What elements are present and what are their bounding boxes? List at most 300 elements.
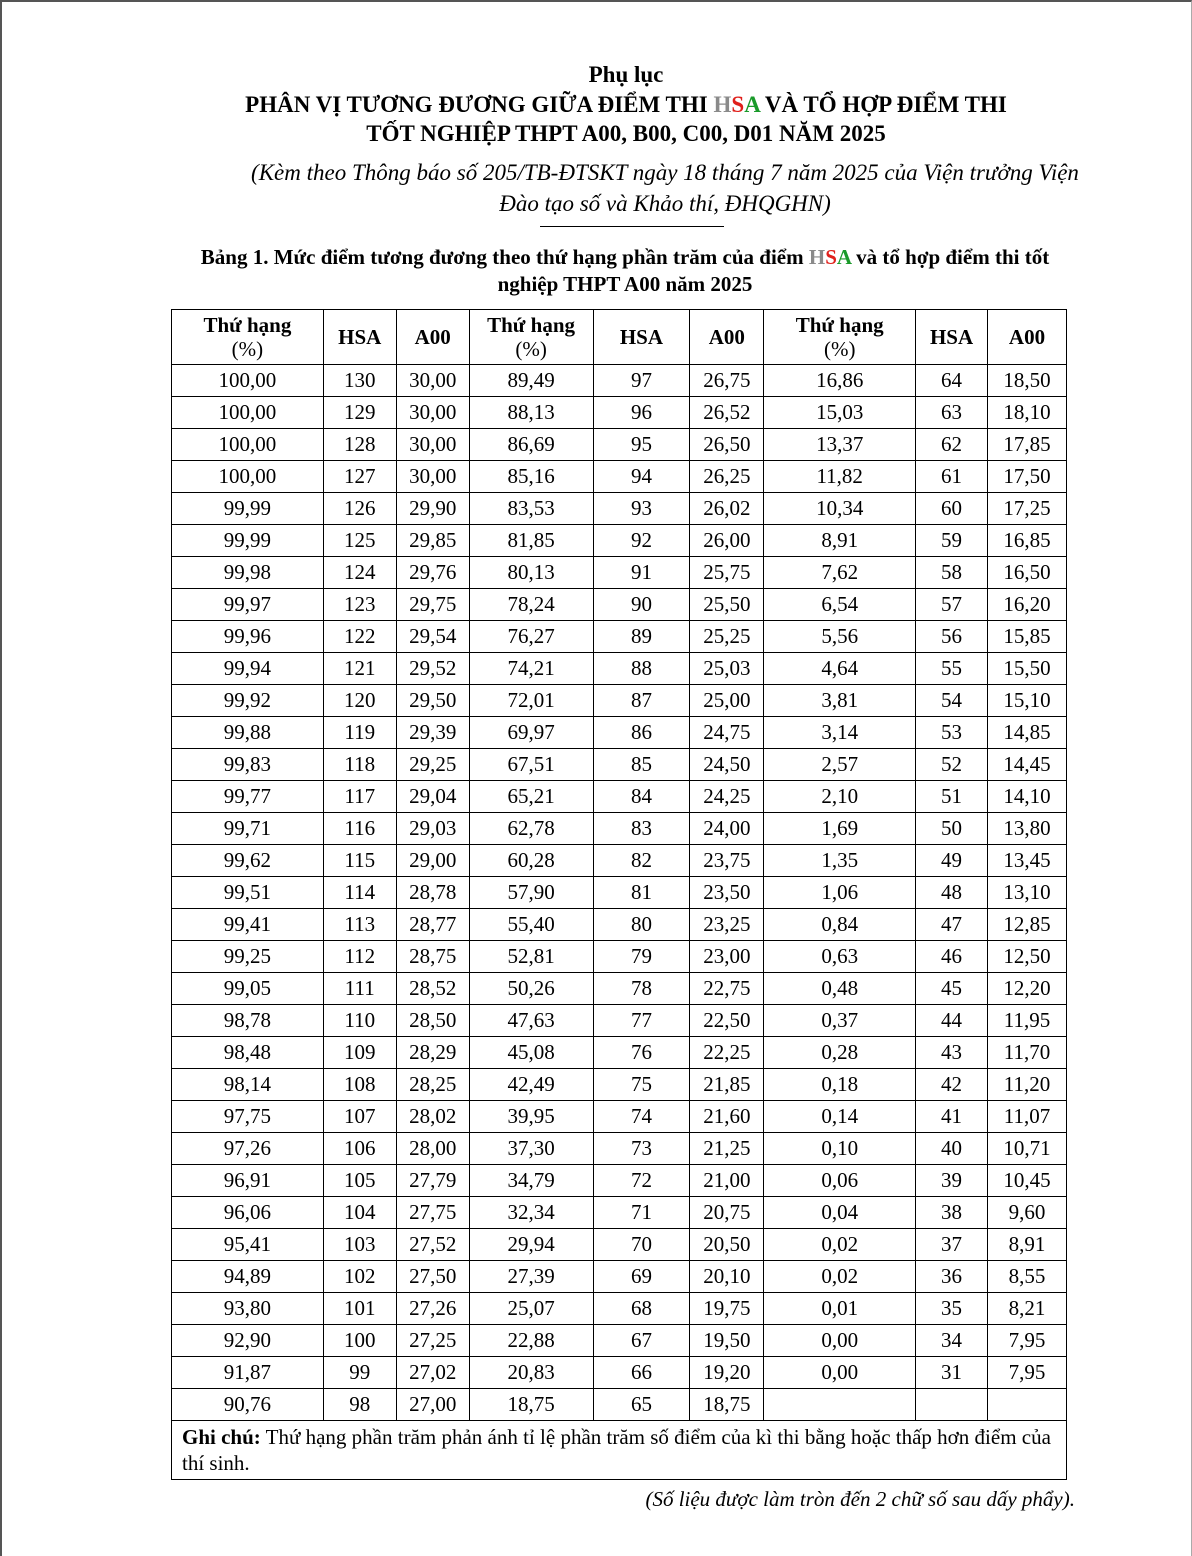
header-hsa-1: HSA — [323, 310, 396, 365]
table-cell: 86,69 — [469, 429, 593, 461]
table-row — [172, 1069, 1067, 1101]
table-cell: 69 — [593, 1261, 690, 1293]
table-cell: 74,21 — [469, 653, 593, 685]
table-cell: 0,01 — [764, 1293, 916, 1325]
table-cell: 4,64 — [764, 653, 916, 685]
table-cell: 99,99 — [172, 493, 324, 525]
table-cell: 100,00 — [172, 461, 324, 493]
table-cell: 55 — [916, 653, 988, 685]
table-cell: 106 — [323, 1133, 396, 1165]
note-text: Thứ hạng phần trăm phản ánh tỉ lệ phần trăm số điểm của kì thi bằng hoặc thấp hơn điểm của thí sinh. — [182, 1425, 1051, 1475]
table-cell: 93,80 — [172, 1293, 324, 1325]
table-cell: 97,75 — [172, 1101, 324, 1133]
table-cell: 2,57 — [764, 749, 916, 781]
table-cell: 105 — [323, 1165, 396, 1197]
table-cell: 26,02 — [690, 493, 764, 525]
table-cell: 130 — [323, 365, 396, 397]
table-cell: 34,79 — [469, 1165, 593, 1197]
table-cell: 37 — [916, 1229, 988, 1261]
table-cell: 98,14 — [172, 1069, 324, 1101]
table-cell: 22,88 — [469, 1325, 593, 1357]
table-cell: 81,85 — [469, 525, 593, 557]
table-cell: 97,26 — [172, 1133, 324, 1165]
table-cell: 103 — [323, 1229, 396, 1261]
table-cell: 47 — [916, 909, 988, 941]
table-cell: 93 — [593, 493, 690, 525]
table-cell: 119 — [323, 717, 396, 749]
table-cell: 99,41 — [172, 909, 324, 941]
table-cell: 89,49 — [469, 365, 593, 397]
table-cell: 65,21 — [469, 781, 593, 813]
table-cell: 16,50 — [988, 557, 1067, 589]
table-cell: 25,75 — [690, 557, 764, 589]
table-cell: 5,56 — [764, 621, 916, 653]
table-cell: 76 — [593, 1037, 690, 1069]
table-cell: 29,76 — [396, 557, 469, 589]
table-cell: 10,71 — [988, 1133, 1067, 1165]
table-cell: 112 — [323, 941, 396, 973]
table-cell: 70 — [593, 1229, 690, 1261]
table-cell: 2,10 — [764, 781, 916, 813]
table-cell: 30,00 — [396, 365, 469, 397]
main-title-line2: TỐT NGHIỆP THPT A00, B00, C00, D01 NĂM 2025 — [366, 121, 886, 146]
table-cell: 128 — [323, 429, 396, 461]
table-cell: 20,10 — [690, 1261, 764, 1293]
table-cell: 47,63 — [469, 1005, 593, 1037]
table-cell: 99,96 — [172, 621, 324, 653]
table-cell: 126 — [323, 493, 396, 525]
table-cell: 121 — [323, 653, 396, 685]
table-row — [172, 749, 1067, 781]
table-cell: 7,95 — [988, 1357, 1067, 1389]
table-cell: 15,85 — [988, 621, 1067, 653]
table-hsa-letter-s: S — [825, 245, 837, 269]
table-cell: 97 — [593, 365, 690, 397]
table-cell: 0,02 — [764, 1229, 916, 1261]
main-title — [30, 90, 1192, 148]
table-cell: 55,40 — [469, 909, 593, 941]
table-cell: 51 — [916, 781, 988, 813]
table-cell: 21,85 — [690, 1069, 764, 1101]
table-cell: 27,25 — [396, 1325, 469, 1357]
table-cell: 120 — [323, 685, 396, 717]
table-cell: 0,00 — [764, 1357, 916, 1389]
table-cell: 102 — [323, 1261, 396, 1293]
table-cell: 20,50 — [690, 1229, 764, 1261]
table-cell: 80 — [593, 909, 690, 941]
table-cell: 99,05 — [172, 973, 324, 1005]
note-row — [172, 1421, 1067, 1480]
table-cell: 16,86 — [764, 365, 916, 397]
table-cell: 0,10 — [764, 1133, 916, 1165]
table-cell: 37,30 — [469, 1133, 593, 1165]
table-cell: 45,08 — [469, 1037, 593, 1069]
table-cell: 110 — [323, 1005, 396, 1037]
table-row — [172, 365, 1067, 397]
table-cell: 6,54 — [764, 589, 916, 621]
table-cell — [916, 1389, 988, 1421]
table-cell: 21,25 — [690, 1133, 764, 1165]
table-cell: 60,28 — [469, 845, 593, 877]
table-cell: 49 — [916, 845, 988, 877]
table-cell: 20,83 — [469, 1357, 593, 1389]
table-cell: 56 — [916, 621, 988, 653]
header-hsa-3: HSA — [916, 310, 988, 365]
table-row — [172, 1165, 1067, 1197]
main-title-part1: PHÂN VỊ TƯƠNG ĐƯƠNG GIỮA ĐIỂM THI — [245, 92, 714, 117]
table-cell: 63 — [916, 397, 988, 429]
table-row — [172, 1261, 1067, 1293]
table-cell: 99,51 — [172, 877, 324, 909]
table-cell: 74 — [593, 1101, 690, 1133]
table-cell: 113 — [323, 909, 396, 941]
table-row — [172, 1389, 1067, 1421]
main-title-part2: VÀ TỔ HỢP ĐIỂM THI — [759, 92, 1007, 117]
table-cell: 13,45 — [988, 845, 1067, 877]
table-cell: 46 — [916, 941, 988, 973]
table-cell: 11,07 — [988, 1101, 1067, 1133]
table-cell: 40 — [916, 1133, 988, 1165]
table-cell: 78 — [593, 973, 690, 1005]
table-cell: 95 — [593, 429, 690, 461]
table-cell: 28,29 — [396, 1037, 469, 1069]
table-cell: 1,35 — [764, 845, 916, 877]
table-cell — [764, 1389, 916, 1421]
table-cell: 0,28 — [764, 1037, 916, 1069]
table-cell: 28,02 — [396, 1101, 469, 1133]
table-cell: 124 — [323, 557, 396, 589]
table-cell: 14,85 — [988, 717, 1067, 749]
table-row — [172, 621, 1067, 653]
table-cell: 69,97 — [469, 717, 593, 749]
table-cell: 90,76 — [172, 1389, 324, 1421]
table-cell: 34 — [916, 1325, 988, 1357]
table-cell: 26,50 — [690, 429, 764, 461]
table-cell: 27,50 — [396, 1261, 469, 1293]
table-cell: 72,01 — [469, 685, 593, 717]
table-cell: 23,25 — [690, 909, 764, 941]
table-cell: 27,75 — [396, 1197, 469, 1229]
table-cell: 15,50 — [988, 653, 1067, 685]
table-title-part1: Bảng 1. Mức điểm tương đương theo thứ hạng phần trăm của điểm — [200, 245, 809, 269]
table-cell: 26,25 — [690, 461, 764, 493]
table-cell: 82 — [593, 845, 690, 877]
table-cell: 24,25 — [690, 781, 764, 813]
table-cell: 68 — [593, 1293, 690, 1325]
header-rank-2: Thứ hạng (%) — [469, 310, 593, 365]
table-cell: 116 — [323, 813, 396, 845]
header-a00-2: A00 — [690, 310, 764, 365]
table-cell: 9,60 — [988, 1197, 1067, 1229]
table-cell: 90 — [593, 589, 690, 621]
table-cell: 20,75 — [690, 1197, 764, 1229]
table-cell: 29,52 — [396, 653, 469, 685]
table-row — [172, 397, 1067, 429]
table-cell: 108 — [323, 1069, 396, 1101]
table-row — [172, 429, 1067, 461]
table-cell: 95,41 — [172, 1229, 324, 1261]
hsa-letter-s: S — [731, 92, 745, 117]
table-cell: 92,90 — [172, 1325, 324, 1357]
table-cell: 14,10 — [988, 781, 1067, 813]
table-cell: 65 — [593, 1389, 690, 1421]
table-row — [172, 781, 1067, 813]
table-cell: 27,52 — [396, 1229, 469, 1261]
note-cell — [172, 1421, 1067, 1480]
table-cell: 28,52 — [396, 973, 469, 1005]
table-cell: 96,06 — [172, 1197, 324, 1229]
table-cell: 48 — [916, 877, 988, 909]
table-row — [172, 1005, 1067, 1037]
table-cell: 98 — [323, 1389, 396, 1421]
table-cell: 29,94 — [469, 1229, 593, 1261]
table-cell: 27,02 — [396, 1357, 469, 1389]
table-row — [172, 493, 1067, 525]
table-cell: 60 — [916, 493, 988, 525]
table-cell: 61 — [916, 461, 988, 493]
table-cell: 8,91 — [988, 1229, 1067, 1261]
table-cell: 25,25 — [690, 621, 764, 653]
table-cell: 8,91 — [764, 525, 916, 557]
table-cell: 23,50 — [690, 877, 764, 909]
table-cell: 109 — [323, 1037, 396, 1069]
table-cell: 12,50 — [988, 941, 1067, 973]
table-cell: 91,87 — [172, 1357, 324, 1389]
table-row — [172, 717, 1067, 749]
table-cell: 10,34 — [764, 493, 916, 525]
table-cell: 24,50 — [690, 749, 764, 781]
table-cell: 104 — [323, 1197, 396, 1229]
table-cell: 0,00 — [764, 1325, 916, 1357]
table-cell: 91 — [593, 557, 690, 589]
table-cell: 81 — [593, 877, 690, 909]
table-row — [172, 877, 1067, 909]
table-cell: 39,95 — [469, 1101, 593, 1133]
table-row — [172, 1325, 1067, 1357]
table-cell: 96,91 — [172, 1165, 324, 1197]
table-cell: 30,00 — [396, 429, 469, 461]
table-row — [172, 1229, 1067, 1261]
table-cell: 36 — [916, 1261, 988, 1293]
table-body — [172, 365, 1067, 1421]
table-cell: 0,02 — [764, 1261, 916, 1293]
table-row — [172, 525, 1067, 557]
table-cell: 0,18 — [764, 1069, 916, 1101]
table-cell: 80,13 — [469, 557, 593, 589]
table-cell: 77 — [593, 1005, 690, 1037]
table-cell: 99,83 — [172, 749, 324, 781]
table-cell: 8,21 — [988, 1293, 1067, 1325]
header-rank-1: Thứ hạng (%) — [172, 310, 324, 365]
table-cell: 35 — [916, 1293, 988, 1325]
table-cell: 29,03 — [396, 813, 469, 845]
header-a00-3: A00 — [988, 310, 1067, 365]
table-title-part2: và tổ hợp điểm thi tốt nghiệp THPT A00 năm 2025 — [497, 245, 1050, 296]
table-cell: 29,04 — [396, 781, 469, 813]
table-cell: 99,92 — [172, 685, 324, 717]
table-cell: 29,85 — [396, 525, 469, 557]
table-cell: 73 — [593, 1133, 690, 1165]
table-cell: 94,89 — [172, 1261, 324, 1293]
table-cell: 19,75 — [690, 1293, 764, 1325]
table-cell: 53 — [916, 717, 988, 749]
table-cell: 92 — [593, 525, 690, 557]
table-cell: 118 — [323, 749, 396, 781]
table-cell — [988, 1389, 1067, 1421]
table-cell: 11,82 — [764, 461, 916, 493]
table-row — [172, 461, 1067, 493]
table-cell: 32,34 — [469, 1197, 593, 1229]
table-cell: 11,95 — [988, 1005, 1067, 1037]
table-cell: 57,90 — [469, 877, 593, 909]
table-cell: 27,39 — [469, 1261, 593, 1293]
table-cell: 98,48 — [172, 1037, 324, 1069]
table-cell: 129 — [323, 397, 396, 429]
table-cell: 44 — [916, 1005, 988, 1037]
equivalence-table — [171, 309, 1067, 1480]
table-cell: 28,75 — [396, 941, 469, 973]
table-cell: 18,10 — [988, 397, 1067, 429]
table-cell: 38 — [916, 1197, 988, 1229]
table-cell: 0,14 — [764, 1101, 916, 1133]
table-cell: 30,00 — [396, 397, 469, 429]
table-cell: 99,97 — [172, 589, 324, 621]
table-cell: 28,00 — [396, 1133, 469, 1165]
table-cell: 43 — [916, 1037, 988, 1069]
table-cell: 111 — [323, 973, 396, 1005]
table-row — [172, 845, 1067, 877]
divider — [540, 226, 724, 227]
table-title — [170, 244, 1080, 298]
table-cell: 24,75 — [690, 717, 764, 749]
table-cell: 22,75 — [690, 973, 764, 1005]
table-cell: 99,71 — [172, 813, 324, 845]
table-cell: 64 — [916, 365, 988, 397]
table-cell: 67,51 — [469, 749, 593, 781]
table-cell: 57 — [916, 589, 988, 621]
table-cell: 29,90 — [396, 493, 469, 525]
appendix-title: Phụ lục — [588, 62, 664, 87]
table-cell: 0,04 — [764, 1197, 916, 1229]
table-cell: 50 — [916, 813, 988, 845]
table-cell: 17,50 — [988, 461, 1067, 493]
table-cell: 10,45 — [988, 1165, 1067, 1197]
table-cell: 28,50 — [396, 1005, 469, 1037]
table-cell: 21,00 — [690, 1165, 764, 1197]
table-row — [172, 1357, 1067, 1389]
table-header-row — [172, 310, 1067, 365]
table-cell: 96 — [593, 397, 690, 429]
table-cell: 62,78 — [469, 813, 593, 845]
note-label: Ghi chú: — [182, 1425, 261, 1449]
hsa-letter-a: A — [744, 92, 760, 117]
table-row — [172, 1037, 1067, 1069]
table-cell: 42 — [916, 1069, 988, 1101]
table-cell: 18,50 — [988, 365, 1067, 397]
table-cell: 59 — [916, 525, 988, 557]
table-cell: 99,94 — [172, 653, 324, 685]
table-cell: 52 — [916, 749, 988, 781]
table-cell: 122 — [323, 621, 396, 653]
table-cell: 7,95 — [988, 1325, 1067, 1357]
table-row — [172, 909, 1067, 941]
table-row — [172, 973, 1067, 1005]
table-row — [172, 1293, 1067, 1325]
table-cell: 100,00 — [172, 365, 324, 397]
table-cell: 14,45 — [988, 749, 1067, 781]
table-cell: 28,78 — [396, 877, 469, 909]
table-cell: 107 — [323, 1101, 396, 1133]
table-cell: 28,25 — [396, 1069, 469, 1101]
header-hsa-2: HSA — [593, 310, 690, 365]
table-cell: 100,00 — [172, 397, 324, 429]
table-cell: 99,25 — [172, 941, 324, 973]
table-cell: 94 — [593, 461, 690, 493]
table-cell: 54 — [916, 685, 988, 717]
table-cell: 76,27 — [469, 621, 593, 653]
table-row — [172, 589, 1067, 621]
table-cell: 3,81 — [764, 685, 916, 717]
hsa-letter-h: H — [713, 92, 732, 117]
table-cell: 28,77 — [396, 909, 469, 941]
table-cell: 19,20 — [690, 1357, 764, 1389]
table-cell: 100 — [323, 1325, 396, 1357]
table-cell: 0,84 — [764, 909, 916, 941]
table-cell: 99,62 — [172, 845, 324, 877]
table-cell: 19,50 — [690, 1325, 764, 1357]
table-row — [172, 813, 1067, 845]
table-cell: 25,07 — [469, 1293, 593, 1325]
table-cell: 62 — [916, 429, 988, 461]
table-cell: 86 — [593, 717, 690, 749]
table-cell: 88,13 — [469, 397, 593, 429]
table-cell: 13,10 — [988, 877, 1067, 909]
table-cell: 117 — [323, 781, 396, 813]
table-cell: 39 — [916, 1165, 988, 1197]
table-cell: 18,75 — [469, 1389, 593, 1421]
table-cell: 12,20 — [988, 973, 1067, 1005]
table-cell: 24,00 — [690, 813, 764, 845]
table-cell: 58 — [916, 557, 988, 589]
table-cell: 50,26 — [469, 973, 593, 1005]
table-cell: 100,00 — [172, 429, 324, 461]
table-cell: 84 — [593, 781, 690, 813]
header-a00-1: A00 — [396, 310, 469, 365]
table-row — [172, 1133, 1067, 1165]
table-cell: 15,03 — [764, 397, 916, 429]
table-cell: 16,85 — [988, 525, 1067, 557]
table-cell: 79 — [593, 941, 690, 973]
table-cell: 12,85 — [988, 909, 1067, 941]
table-cell: 99 — [323, 1357, 396, 1389]
table-row — [172, 653, 1067, 685]
table-cell: 31 — [916, 1357, 988, 1389]
table-cell: 16,20 — [988, 589, 1067, 621]
table-hsa-letter-h: H — [808, 245, 826, 269]
table-cell: 98,78 — [172, 1005, 324, 1037]
table-cell: 13,37 — [764, 429, 916, 461]
table-cell: 21,60 — [690, 1101, 764, 1133]
table-cell: 101 — [323, 1293, 396, 1325]
table-cell: 78,24 — [469, 589, 593, 621]
table-row — [172, 685, 1067, 717]
table-cell: 66 — [593, 1357, 690, 1389]
table-hsa-letter-a: A — [836, 245, 851, 269]
table-cell: 114 — [323, 877, 396, 909]
table-cell: 27,79 — [396, 1165, 469, 1197]
table-cell: 26,00 — [690, 525, 764, 557]
table-cell: 29,00 — [396, 845, 469, 877]
